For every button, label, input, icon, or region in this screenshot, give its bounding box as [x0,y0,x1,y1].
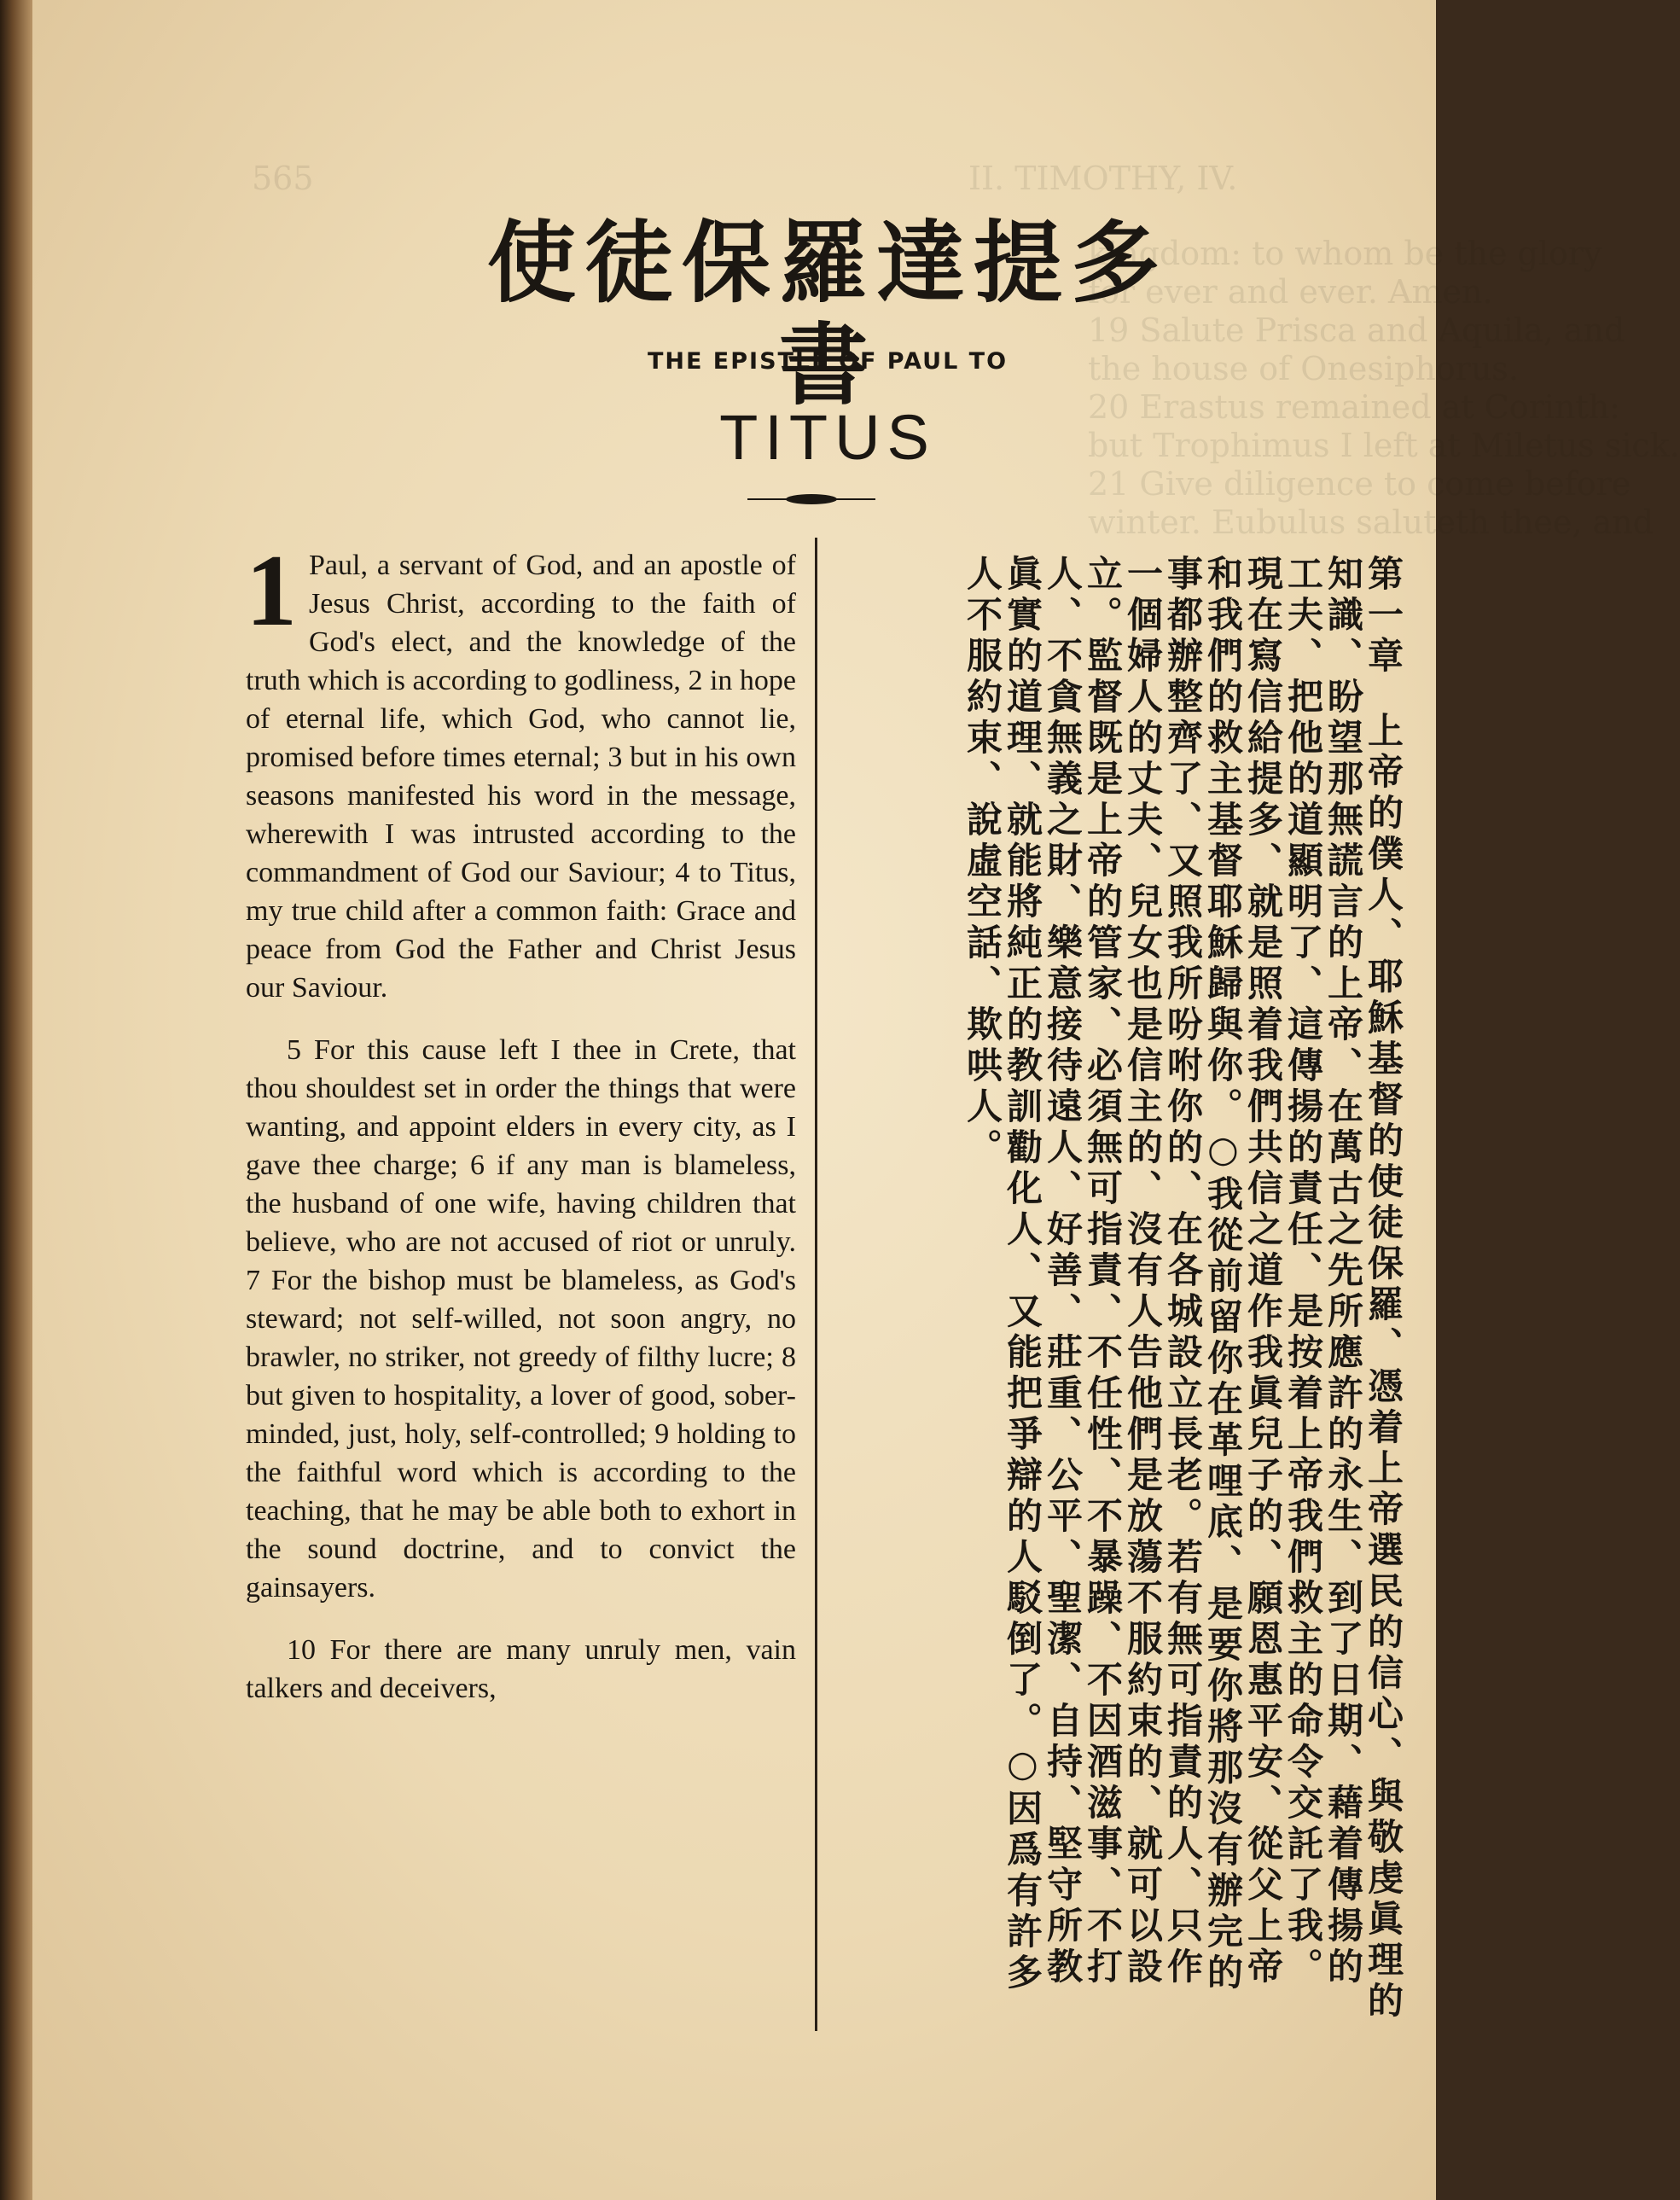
english-paragraph [246,533,796,1007]
bleed-page-number: 565 [252,160,314,197]
chinese-chapter-heading: 第一章 [1363,555,1404,678]
bleed-line: 21 Give diligence to come before [1088,465,1631,503]
title-ornament [747,486,875,512]
bleed-line: winter. Eubulus saluteth thee, and [1088,503,1654,541]
bleed-line: the house of Onesiphorus. [1088,350,1519,387]
chinese-text-column [840,555,1404,2022]
english-paragraph-1-text: Paul, a servant of God, and an apostle of Jesus Christ, according to the faith of God's elect, and the knowledge of the truth which is according to godliness, 2 in hope of eternal life, which God, who cannot lie, promised before times eternal; 3 but in his own seasons manifested his word in the message, wherewith I was intrusted according to the commandment of God our Saviour; 4 to Titus, my true child after a common faith: Grace and peace from God the Father and Christ Jesus our Saviour. [246,550,796,1004]
chapter-drop-cap: 1 [246,533,297,647]
chinese-title: 使徒保羅達提多書 [486,210,1168,417]
bleed-line: kingdom: to whom be the glory [1088,235,1602,272]
english-paragraph: 5 For this cause left I thee in Crete, that thou shouldest set in order the things that were wanting, and appoint elders in every city, as I gave thee charge; 6 if any man is blameless, the husband of one wife, having children that believe, who are not accused of riot or unruly. 7 For the bishop must be blameless, as God's steward; not self-willed, not soon angry, no brawler, no striker, not greedy of filthy lucre; 8 but given to hospitality, a lover of good, sober-minded, just, holy, self-controlled; 9 holding to the faithful word which is according to the teaching, that he may be able both to exhort in the sound doctrine, and to convict the gainsayers. [246,1034,796,1603]
chinese-text: 上帝的僕人、耶穌基督的使徒保羅、憑着上帝選民的信心、與敬虔眞理的知識、盼望那無謊言的上帝、在萬古之先所應許的永生、到了日期、藉着傳揚的工夫、把他的道顯明了、這傳揚的責任、是按着上帝我們救主的命令交託了我。現在寫信給提多、就是照着我們共信之道作我眞兒子的、願恩惠平安、從父上帝和我們的救主基督耶穌歸與你。○我從前留你在革哩底、是要你將那沒有辦完的事都辦整齊了、又照我所吩咐你的、在各城設立長老。若有無可指責的人、只作一個婦人的丈夫、兒女也是信主的、沒有人告他們是放蕩不服約束的、就可以設立。監督既是上帝的管家、必須無可指責、不任性、不暴躁、不因酒滋事、不打人、不貪無義之財、樂意接待遠人、好善、莊重、公平、聖潔、自持、堅守所教眞實的道理、就能將純正的教訓勸化人、又能把爭辯的人駁倒了。○因爲有許多人不服約束、說虛空話、欺哄人。 [962,555,1404,2022]
bleed-line: 20 Erastus remained at Corinth: [1088,388,1620,426]
book-title: TITUS [719,402,936,473]
book-spine [0,0,32,2200]
epistle-subtitle: THE EPISTLE OF PAUL TO [647,348,1009,375]
bleed-header: II. TIMOTHY, IV. [968,160,1238,197]
bleed-line: but Trophimus I left at Miletus sick. [1088,427,1680,464]
english-paragraph: 10 For there are many unruly men, vain talkers and deceivers, [246,1634,796,1704]
column-divider [815,538,817,2031]
english-text-column [246,533,796,1708]
bleed-line: 19 Salute Prisca and Aquila, and [1088,311,1625,349]
bleed-line: for ever and ever. Amen. [1088,273,1493,311]
